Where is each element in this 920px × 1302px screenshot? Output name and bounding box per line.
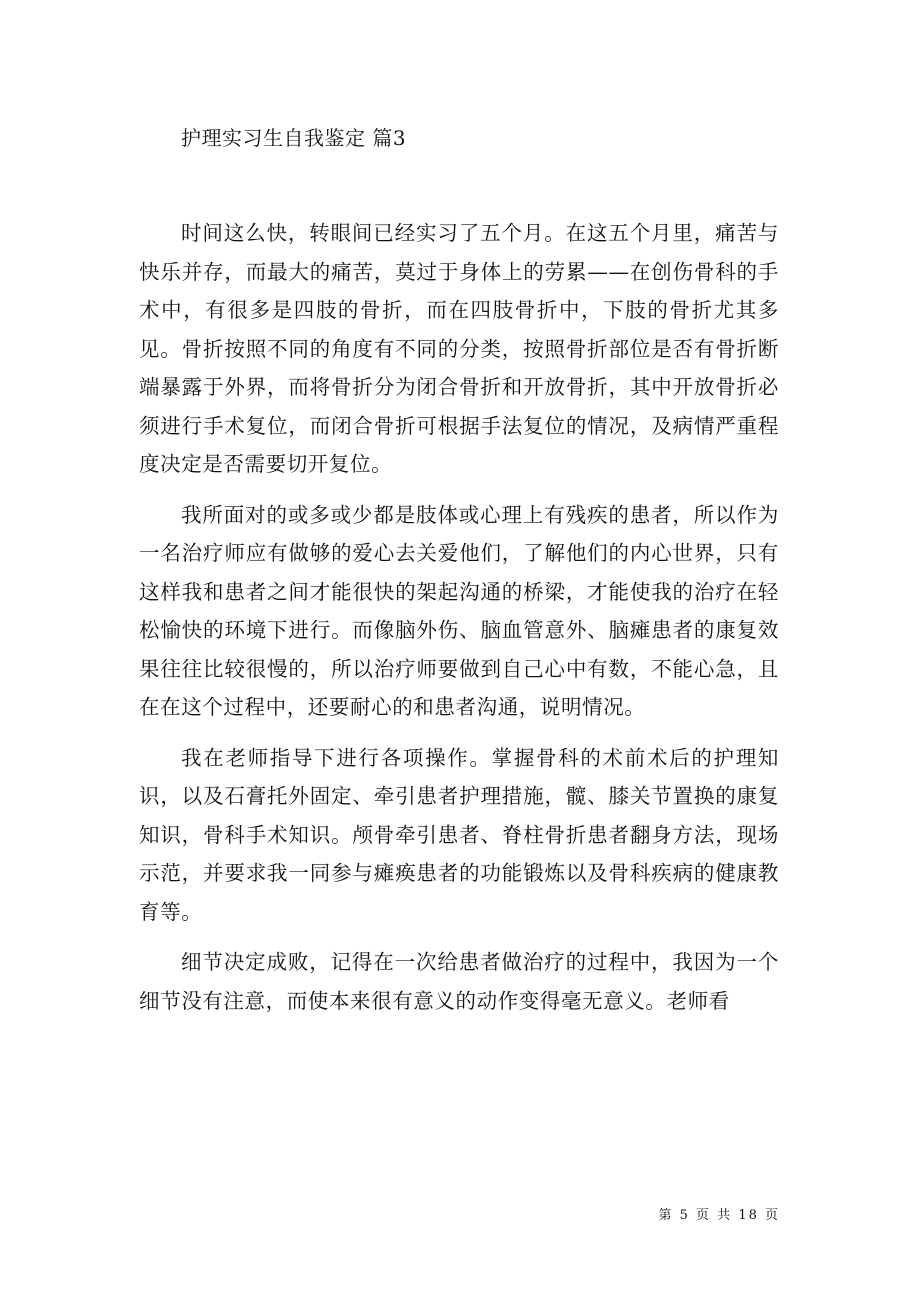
page-number-footer: 第 5 页 共 18 页 <box>658 1208 780 1223</box>
paragraph: 我所面对的或多或少都是肢体或心理上有残疾的患者，所以作为一名治疗师应有做够的爱心去关爱他们，了解他们的内心世界，只有这样我和患者之间才能很快的架起沟通的桥梁，才能使我的治疗在轻松愉快的环境下进行。而像脑外伤、脑血管意外、脑瘫患者的康复效果往往比较很慢的，所以治疗师要做到自己心中有数，不能心急，且在在这个过程中，还要耐心的和患者沟通，说明情况。 <box>139 502 779 719</box>
document-body <box>139 214 779 1032</box>
document-title: 护理实习生自我鉴定 篇3 <box>181 126 407 150</box>
paragraph: 我在老师指导下进行各项操作。掌握骨科的术前术后的护理知识，以及石膏托外固定、牵引患者护理措施，髋、膝关节置换的康复知识，骨科手术知识。颅骨牵引患者、脊柱骨折患者翻身方法，现场示范，并要求我一同参与瘫痪患者的功能锻炼以及骨科疾病的健康教育等。 <box>139 745 779 924</box>
paragraph: 细节决定成败，记得在一次给患者做治疗的过程中，我因为一个细节没有注意，而使本来很有意义的动作变得毫无意义。老师看 <box>139 950 779 1013</box>
paragraph: 时间这么快，转眼间已经实习了五个月。在这五个月里，痛苦与快乐并存，而最大的痛苦，莫过于身体上的劳累——在创伤骨科的手术中，有很多是四肢的骨折，而在四肢骨折中，下肢的骨折尤其多见。骨折按照不同的角度有不同的分类，按照骨折部位是否有骨折断端暴露于外界，而将骨折分为闭合骨折和开放骨折，其中开放骨折必须进行手术复位，而闭合骨折可根据手法复位的情况，及病情严重程度决定是否需要切开复位。 <box>139 221 779 476</box>
